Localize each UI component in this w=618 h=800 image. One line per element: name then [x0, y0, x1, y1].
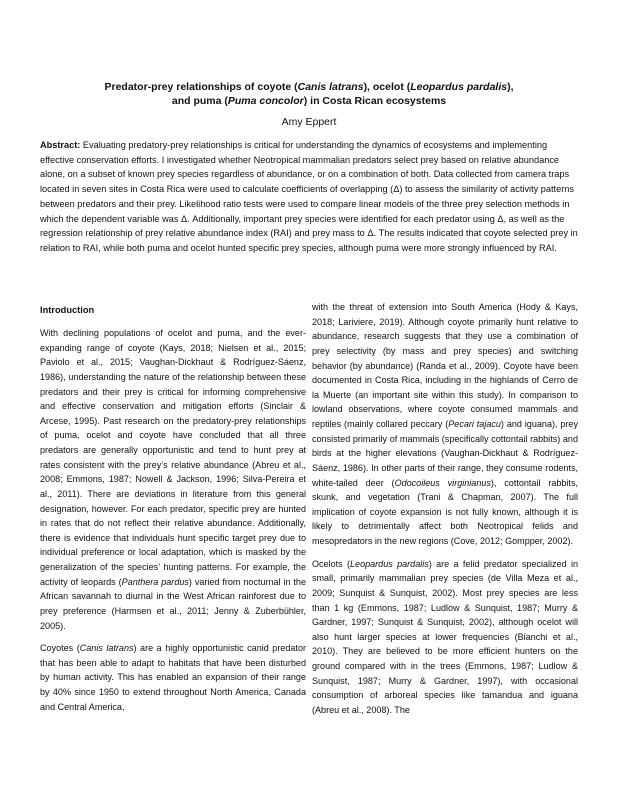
paper-title	[40, 80, 578, 108]
title-text: ), ocelot (	[363, 81, 411, 93]
paragraph-text: ) are a felid predator specialized in small, primarily mammalian prey species (de Villa Meza et al., 2009; Sunquist & Sunquist, 2002). Most prey species are less than 1 kg (Emmons, 1987; Ludlow & Sunquist, 1987; Murry & Gardner, 1997; Sunquist & Sunquist, 2002), although ocelot will also hunt larger species at lower frequencies (Bianchi et al., 2010). They are believed to be more efficient hunters on the ground compared with in the trees (Emmons, 1987; Ludlow & Sunquist, 1987; Murry & Gardner, 1997), with occasional consumption of arboreal species like tamandua and iguana (Abreu et al., 2008). The	[312, 558, 578, 715]
paragraph	[312, 300, 578, 549]
paragraph	[40, 641, 306, 714]
title-text: ),	[507, 81, 514, 93]
species-name: Pecari tajacu	[448, 419, 501, 429]
paragraph-text: With declining populations of ocelot and puma, and the ever-expanding range of coyote (Kays, 2018; Nielsen et al., 2015; Paviolo et al., 2015; Vaughan-Dickhaut & Rodríguez-Sáenz, 1986), understanding the nature of the relationship between these predators and their prey is critical for informing comprehensive and effective conservation and mitigation efforts (Sinclair & Arcese, 1995). Past research on the predatory-prey relationships of puma, ocelot and coyote have concluded that all three predators are generally opportunistic and tend to hunt prey at rates consistent with the prey’s relative abundance (Abreu et al., 2008; Emmons, 1987; Nowell & Jackson, 1996; Silva-Pereira et al., 2011). There are deviations in literature from this general designation, however. For each predator, specific prey are hunted in rates that do not reflect their relative abundance. Additionally, there is evidence that individuals hunt specific target prey due to individual preference or local adaptation, which is masked by the generalization of the species’ hunting patterns. For example, the activity of leopards (	[40, 328, 306, 587]
title-species-puma: Puma concolor	[227, 95, 304, 107]
abstract	[40, 138, 578, 256]
paragraph	[312, 557, 578, 718]
paragraph-text: ) varied from nocturnal in the African savannah to diurnal in the West African rainforest due to prey preference (Harmsen et al., 2011; Jenny & Zuberbühler, 2005).	[40, 576, 306, 631]
title-species-coyote: Canis latrans	[297, 81, 364, 93]
paragraph-text: with the threat of extension into South America (Hody & Kays, 2018; Lariviere, 2019). Although coyote primarily hunt relative to abundance, research suggests that they use a combination of prey selectivity (by mass and prey species) and switching behavior (by abundance) (Randa et al., 2009). Coyote have been documented in Costa Rica, including in the highlands of Cerro de la Muerte (an important site within this study). In comparison to lowland observations, where coyote consumed mammals and reptiles (mainly collared peccary (	[312, 302, 578, 429]
title-text: and puma (	[171, 95, 228, 107]
paragraph-text: ), cottontail rabbits, skunk, and vegetation (Trani & Chapman, 2007). The full implication of coyote expansion is not fully known, although it is likely to detrimentally affect both Neotropical felids and mesopredators in the new regions (Cove, 2012; Gompper, 2002).	[312, 477, 578, 546]
title-species-ocelot: Leopardus pardalis	[410, 81, 508, 93]
species-name: Canis latrans	[79, 643, 134, 654]
right-column	[312, 300, 578, 718]
abstract-label: Abstract:	[40, 140, 81, 150]
title-text: ) in Costa Rican ecosystems	[303, 95, 447, 107]
abstract-text: Evaluating predatory-prey relationships is critical for understanding the dynamics of ecosystems and implementing effective conservation efforts. I investigated whether Neotropical mammalian predators select prey based on relative abundance alone, on a subset of known prey species regardless of abundance, or on a combination of both. Data collected from camera traps located in seven sites in Costa Rica were used to calculate coefficients of overlapping (Δ) to assess the similarity of activity patterns between predators and their prey. Likelihood ratio tests were used to compare linear models of the three prey selection methods in which the dependent variable was Δ. Additionally, important prey species were identified for each predator using Δ, as well as the regression relationship of prey relative abundance index (RAI) and prey mass to Δ. The results indicated that coyote selected prey in relation to RAI, while both puma and ocelot hunted specific prey species, although puma were more strongly influenced by RAI.	[40, 140, 578, 253]
title-text: Predator-prey relationships of coyote (	[104, 81, 298, 93]
left-column	[40, 303, 306, 714]
paragraph-text: ) and iguana), prey consisted primarily of mammals (specifically cottontail rabbits) and birds at the higher elevations (Vaughan-Dickhaut & Rodríguez-Sáenz, 1986). In other parts of their range, they consume rodents, white-tailed deer (	[312, 419, 578, 488]
section-heading-introduction: Introduction	[40, 305, 95, 315]
species-name: Odocoileus virginianus	[394, 477, 491, 488]
author-name: Amy Eppert	[281, 116, 337, 128]
paragraph-text: Ocelots (	[312, 558, 351, 569]
paragraph	[40, 326, 306, 633]
paragraph-text: Coyotes (	[40, 643, 80, 654]
species-name: Panthera pardus	[121, 576, 189, 587]
paragraph-text: ) are a highly opportunistic canid predator that has been able to adapt to habitats that have been disturbed by human activity. This has enabled an expansion of their range by 40% since 1950 to extend throughout North America, Canada and Central America,	[40, 643, 306, 712]
species-name: Leopardus pardalis	[350, 558, 429, 569]
